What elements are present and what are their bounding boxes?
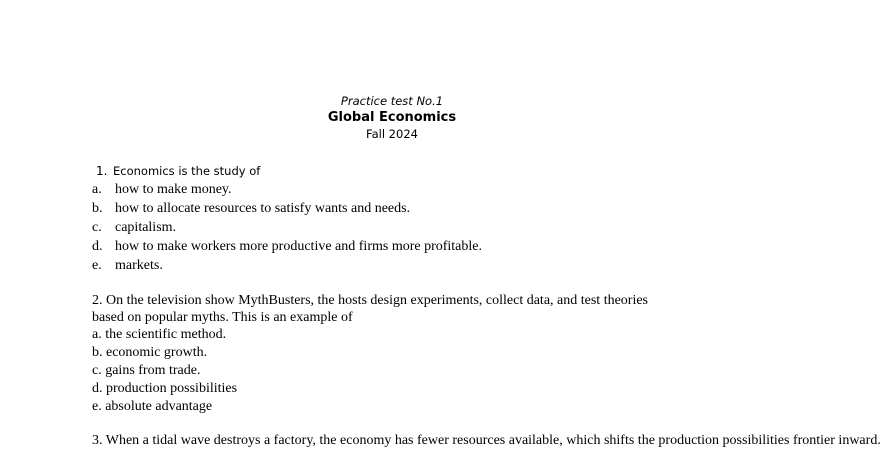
- question-2-option-c: c. gains from trade.: [92, 363, 201, 378]
- question-2-option-a: a. the scientific method.: [92, 327, 227, 342]
- option-letter: b.: [92, 201, 103, 216]
- option-letter: e.: [92, 258, 102, 273]
- option-text: how to allocate resources to satisfy wants and needs.: [115, 201, 411, 216]
- option-text: how to make workers more productive and firms more profitable.: [115, 239, 483, 254]
- test-subtitle: Practice test No.1: [340, 94, 444, 108]
- option-letter: a.: [92, 182, 102, 197]
- course-title: Global Economics: [327, 110, 457, 125]
- question-1-number: 1.: [96, 164, 108, 178]
- question-1-option-c: [92, 218, 482, 237]
- question-2-option-b: b. economic growth.: [92, 345, 208, 360]
- question-1-options: [92, 180, 482, 275]
- option-text: markets.: [115, 258, 163, 273]
- question-2-option-d: d. production possibilities: [92, 381, 238, 396]
- option-letter: d.: [92, 239, 103, 254]
- question-2-option-e: e. absolute advantage: [92, 399, 213, 414]
- option-letter: c.: [92, 220, 102, 235]
- question-1-stem: [96, 163, 260, 179]
- question-3-stem: 3. When a tidal wave destroys a factory, the economy has fewer resources available, which shifts the production possibilities frontier inward.: [92, 433, 881, 448]
- question-2-options: [92, 326, 237, 416]
- option-text: capitalism.: [115, 220, 177, 235]
- question-1-option-a: [92, 180, 482, 199]
- question-1-option-b: [92, 199, 482, 218]
- question-1-option-e: [92, 256, 482, 275]
- term-label: Fall 2024: [366, 127, 418, 141]
- question-1-option-d: [92, 237, 482, 256]
- document-header: [0, 94, 784, 142]
- question-2-stem: 2. On the television show MythBusters, the hosts design experiments, collect data, and test theories based on popular myths. This is an example of: [92, 293, 649, 325]
- question-1-text: Economics is the study of: [113, 164, 261, 178]
- option-text: how to make money.: [115, 182, 232, 197]
